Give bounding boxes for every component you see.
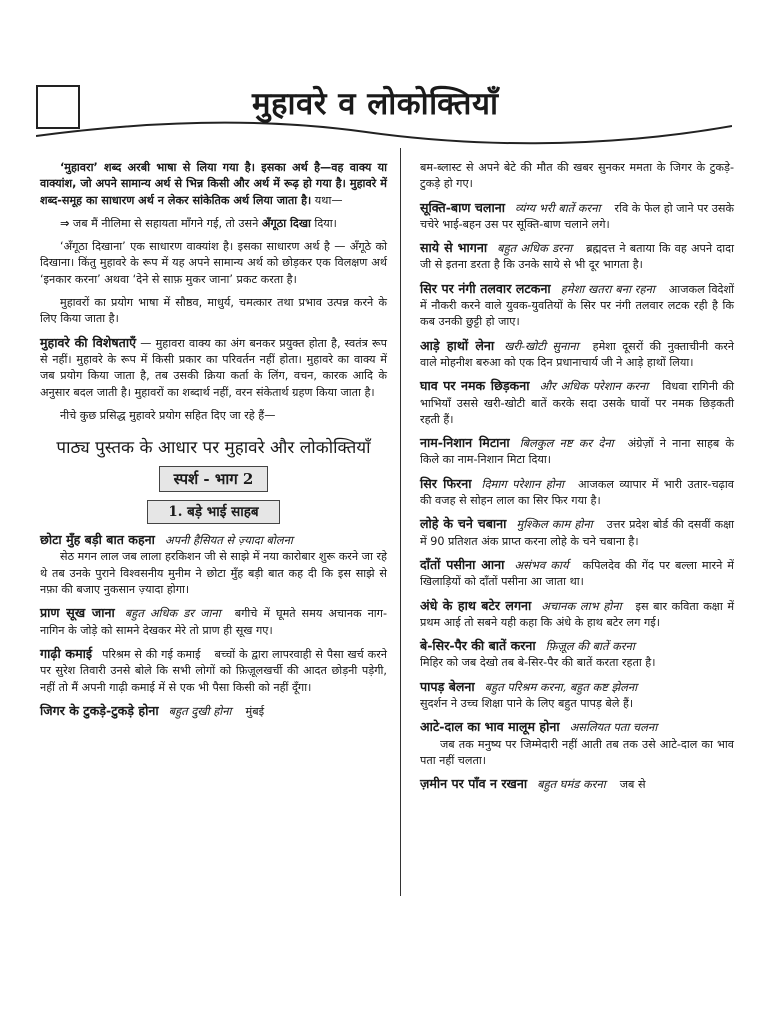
idiom-example: आजकल व्यापार में भारी उतार-चढ़ाव की वजह से सोहन लाल का सिर फिर गया है। [420,477,734,508]
idiom-example: रवि के फेल हो जाने पर उसके चचेरे भाई-बहन उस पर सूक्ति-बाण चलाने लगे। [420,201,735,231]
idiom-meaning: असलियत पता चलना [569,720,658,735]
idiom-heading: जिगर के टुकड़े-टुकड़े होना [40,702,159,718]
idiom-heading: घाव पर नमक छिड़कना [420,378,530,394]
idiom-meaning: व्यंग्य भरी बातें करना [514,200,601,215]
features-paragraph [40,335,387,401]
idiom-heading: नाम-निशान मिटाना [420,435,510,451]
column-divider [400,148,401,896]
idiom-example: बच्चों के द्वारा लापरवाही से पैसा खर्च करने पर सुरेश तिवारी उनसे बोले कि सभी लोगों को फ़िज़ूलखर्ची की आदत छोड़नी पड़ेगी, नहीं तो मैं अपनी गाढ़ी कमाई में से एक भी पैसा किसी को नहीं दूँगा। [40,647,387,694]
idiom-example: इस बार कविता कक्षा में प्रथम आई तो सबने यही कहा कि अंधे के हाथ बटेर लग गई। [420,599,735,629]
example-text: जब मैं नीलिमा से सहायता माँगने गई, तो उसने [69,216,262,230]
idiom-heading: अंधे के हाथ बटेर लगना [420,597,532,613]
idiom-meaning: बहुत परिश्रम करना, बहुत कष्ट झेलना [484,679,638,694]
idiom-example: सेठ मगन लाल जब लाला हरकिशन जी से साझे में नया कारोबार शुरू करने जा रहे थे तब उनके पुराने विश्वसनीय मुनीम ने छोटा मुँह बड़ी बात कह दी कि इस साझे से नफ़ा की बजाए नुकसान ज़्यादा होगा। [40,550,387,597]
idiom-heading: बे-सिर-पैर की बातें करना [420,638,536,654]
idiom-entry [420,200,734,234]
idiom-example: आजकल विदेशों में नौकरी करने वाले युवक-युवतियों के सिर पर नंगी तलवार लटक रही है कि कब उनकी छुट्टी हो जाए। [420,282,734,329]
idiom-example: मुंबई [245,704,265,718]
idiom-example: विधवा रागिनी की भाभियाँ उससे खरी-खोटी बातें करके सदा उसके घावों पर नमक छिड़कती रहती हैं। [420,380,735,426]
idiom-heading: ज़मीन पर पाँव न रखना [420,776,528,792]
usage-paragraph: मुहावरों का प्रयोग भाषा में सौष्ठव, माधुर्य, चमत्कार तथा प्रभाव उत्पन्न करने के लिए किया जाता है। [40,296,387,326]
idiom-entry [420,240,734,274]
idiom-example: जब तक मनुष्य पर जिम्मेदारी नहीं आती तब तक उसे आटे-दाल का भाव पता नहीं चलता। [420,737,734,767]
idiom-entry [420,679,734,713]
idiom-example: उत्तर प्रदेश बोर्ड की दसवीं कक्षा में 90 प्रतिशत अंक प्राप्त करना लोहे के चने चबाना है। [420,518,734,548]
idiom-meaning: बहुत अधिक डरना [497,241,573,256]
idiom-meaning: बहुत घमंड करना [537,777,606,792]
idiom-meaning: दिमाग परेशान होना [481,476,565,491]
idiom-entry [40,646,387,696]
idiom-entry [40,605,387,639]
idiom-heading: पापड़ बेलना [420,678,475,694]
idiom-entry [420,516,734,550]
chapter-box-wrap [40,500,387,524]
idiom-entry [420,435,734,469]
idiom-meaning: बिलकुल नष्ट कर देना [519,436,614,451]
right-column [420,160,734,794]
idiom-heading: छोटा मुँह बड़ी बात कहना [40,532,155,548]
idiom-entry [420,338,734,372]
idiom-heading: आड़े हाथों लेना [420,337,495,353]
idiom-example: सुदर्शन ने उच्च शिक्षा पाने के लिए बहुत पापड़ बेले हैं। [420,697,634,711]
example-bold: अँगूठा दिखा [261,216,311,230]
book-title-box: स्पर्श - भाग 2 [159,466,269,492]
idiom-entry [420,557,734,591]
idiom-heading: लोहे के चने चबाना [420,516,507,532]
idiom-example: मिहिर को जब देखो तब बे-सिर-पैर की बातें करता रहता है। [420,656,656,670]
continued-text: बम-ब्लास्ट से अपने बेटे की मौत की खबर सुनकर ममता के जिगर के टुकड़े-टुकड़े हो गए। [420,161,734,191]
idiom-meaning: और अधिक परेशान करना [539,379,649,394]
example-end: दिया। [310,216,337,230]
idiom-heading: दाँतों पसीना आना [420,556,505,572]
chapter-title-box: 1. बड़े भाई साहब [147,500,279,524]
idiom-meaning: असंभव कार्य [514,557,569,572]
example-paragraph [40,216,387,232]
idiom-meaning: बहुत अधिक डर जाना [124,606,221,621]
idiom-meaning: परिश्रम से की गई कमाई [102,647,201,661]
idiom-entry [40,532,387,549]
idiom-heading: सूक्ति-बाण चलाना [420,199,505,215]
idiom-heading: आटे-दाल का भाव मालूम होना [420,719,560,735]
list-intro: नीचे कुछ प्रसिद्ध मुहावरे प्रयोग सहित दिए जा रहे हैं— [60,408,276,422]
idiom-meaning: अपनी हैसियत से ज़्यादा बोलना [164,533,293,548]
idiom-meaning: हमेशा खतरा बना रहना [560,281,655,296]
idiom-entry [420,476,734,510]
idiom-heading: सिर पर नंगी तलवार लटकना [420,280,551,296]
idiom-example: ब्रह्मदत्त ने बताया कि वह अपने दादा जी से इतना डरता है कि उनके साये से भी दूर भागता है। [420,242,734,272]
intro-tail: यथा— [311,193,343,207]
idiom-heading: गाढ़ी कमाई [40,645,93,661]
idiom-meaning: खरी-खोटी सुनाना [504,338,579,353]
idiom-entry [420,378,734,428]
idiom-example: हमेशा दूसरों की नुक्ताचीनी करने वाले मोहनीश बरुआ को एक दिन प्रधानाचार्य जी ने आड़े हाथों लिया। [420,339,734,369]
section-heading: पाठ्य पुस्तक के आधार पर मुहावरे और लोकोक्तियाँ [56,438,371,459]
idiom-meaning: मुश्किल काम होना [516,517,593,532]
idiom-meaning: बहुत दुखी होना [168,703,232,718]
idiom-entry [420,638,734,672]
idiom-entry [420,719,734,736]
idiom-heading: साये से भागना [420,240,488,256]
idiom-example: बगीचे में घूमते समय अचानक नाग-नागिन के जोड़े को सामने देखकर मेरे तो प्राण ही सूख गए। [40,607,388,637]
intro-paragraph [40,160,387,209]
page-title: मुहावरे व लोकोक्तियाँ [252,86,499,122]
arrow-icon: ⇒ [60,216,70,230]
idiom-entry [420,598,734,632]
features-heading: मुहावरे की विशेषताएँ [40,334,137,350]
book-box-wrap [40,466,387,492]
idiom-entry [420,281,734,331]
idiom-meaning: अचानक लाभ होना [541,598,622,613]
idiom-example: कपिलदेव की गेंद पर बल्ला मारने में खिलाड़ियों को दाँतों पसीना आ जाता था। [420,558,734,589]
idiom-example: अंग्रेज़ों ने नाना साहब के किले का नाम-निशान मिटा दिया। [420,437,734,467]
explanation-paragraph: ‘अँगूठा दिखाना’ एक साधारण वाक्यांश है। इसका साधारण अर्थ है — अँगूठे को दिखाना। किंतु मुहावरे के रूप में यह अपने सामान्य अर्थ को छोड़कर एक विलक्षण अर्थ ‘इनकार करना’ अथवा ‘देने से साफ़ मुकर जाना’ प्रकट करता है। [40,240,387,286]
idiom-heading: प्राण सूख जाना [40,605,115,621]
intro-definition: ‘मुहावरा’ शब्द अरबी भाषा से लिया गया है। इसका अर्थ है—वह वाक्य या वाक्यांश, जो अपने सामान्य अर्थ से भिन्न किसी और अर्थ में रूढ़ हो गया है। मुहावरे में शब्द-समूह का साधारण अर्थ न लेकर सांकेतिक अर्थ लिया जाता है। [40,161,387,207]
features-text: — मुहावरा वाक्य का अंग बनकर प्रयुक्त होता है, स्वतंत्र रूप से नहीं। मुहावरे के रूप में किसी प्रकार का परिवर्तन नहीं होता। मुहावरे का वाक्य में जब प्रयोग किया जाता है, तब उसकी क्रिया कर्ता के लिंग, वचन, कारक आदि के अनुसार बदल जाती है। मुहावरों का शब्दार्थ नहीं, वरन संकेतार्थ ग्रहण किया जाता है। [40,336,387,399]
idiom-entry [40,703,387,720]
idiom-heading: सिर फिरना [420,475,472,491]
idiom-meaning: फ़िज़ूल की बातें करना [545,639,635,654]
left-column [40,160,387,720]
idiom-example: जब से [619,778,646,792]
idiom-entry [420,776,734,793]
